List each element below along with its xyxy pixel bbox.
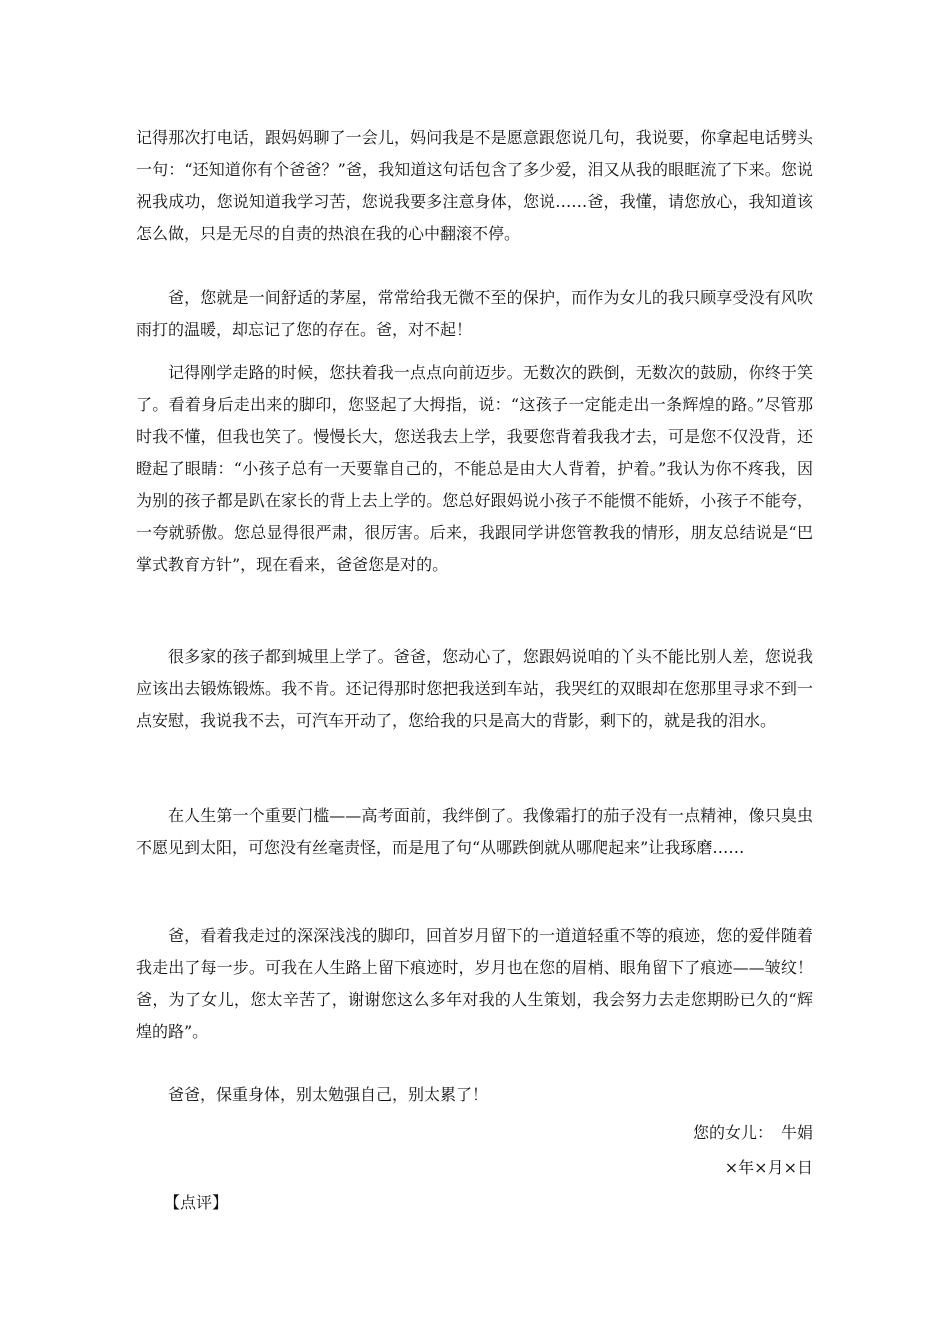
letter-date: ×年×月×日 <box>724 1158 813 1177</box>
paragraph-learning-to-walk: 记得刚学走路的时候，您扶着我一点点向前迈步。无数次的跌倒，无数次的鼓励，你终于笑了。看着身后走出来的脚印，您竖起了大拇指，说：“这孩子一定能走出一条辉煌的路。”尽管那时我不懂，但我也笑了。慢慢长大，您送我去上学，我要您背着我我才去，可是您不仅没背，还瞪起了眼睛：“小孩子总有一天要靠自己的，不能总是由大人背着，护着。”我认为你不疼我，因为别的孩子都是趴在家长的背上去上学的。您总好跟妈说小孩子不能惯不能娇，小孩子不能夸，一夸就骄傲。您总显得很严肃，很厉害。后来，我跟同学讲您管教我的情形，朋友总结说是“巴掌式教育方针”，现在看来，爸爸您是对的。 <box>136 363 813 574</box>
paragraph-college-exam: 在人生第一个重要门槛——高考面前，我绊倒了。我像霜打的茄子没有一点精神，像只臭虫不愿见到太阳，可您没有丝毫责怪，而是甩了句“从哪跌倒就从哪爬起来”让我琢磨…… <box>136 806 813 857</box>
paragraph-phone-call: 记得那次打电话，跟妈妈聊了一会儿，妈问我是不是愿意跟您说几句，我说要，你拿起电话劈头一句：“还知道你有个爸爸？”爸，我知道这句话包含了多少爱，泪又从我的眼眶流了下来。您说祝我成功，您说知道我学习苦，您说我要多注意身体，您说……爸，我懂，请您放心，我知道该怎么做，只是无尽的自责的热浪在我的心中翻滚不停。 <box>136 128 813 243</box>
paragraph-closing-wish: 爸爸，保重身体，别太勉强自己，别太累了！ <box>168 1085 489 1104</box>
signature: 您的女儿： 牛娟 <box>692 1123 813 1142</box>
paragraph-thatched-hut: 爸，您就是一间舒适的茅屋，常常给我无微不至的保护，而作为女儿的我只顾享受没有风吹雨打的温暖，却忘记了您的存在。爸，对不起！ <box>136 288 813 339</box>
paragraph-city-school: 很多家的孩子都到城里上学了。爸爸，您动心了，您跟妈说咱的丫头不能比别人差，您说我应该出去锻炼锻炼。我不肯。还记得那时您把我送到车站，我哭红的双眼却在您那里寻求不到一点安慰，我说我不去，可汽车开动了，您给我的只是高大的背影，剩下的，就是我的泪水。 <box>136 647 813 730</box>
review-heading: 【点评】 <box>164 1193 229 1212</box>
paragraph-footprints: 爸，看着我走过的深深浅浅的脚印，回首岁月留下的一道道轻重不等的痕迹，您的爱伴随着我走出了每一步。可我在人生路上留下痕迹时，岁月也在您的眉梢、眼角留下了痕迹——皱纹！爸，为了女儿，您太辛苦了，谢谢您这么多年对我的人生策划，我会努力去走您期盼已久的“辉煌的路”。 <box>136 926 813 1041</box>
